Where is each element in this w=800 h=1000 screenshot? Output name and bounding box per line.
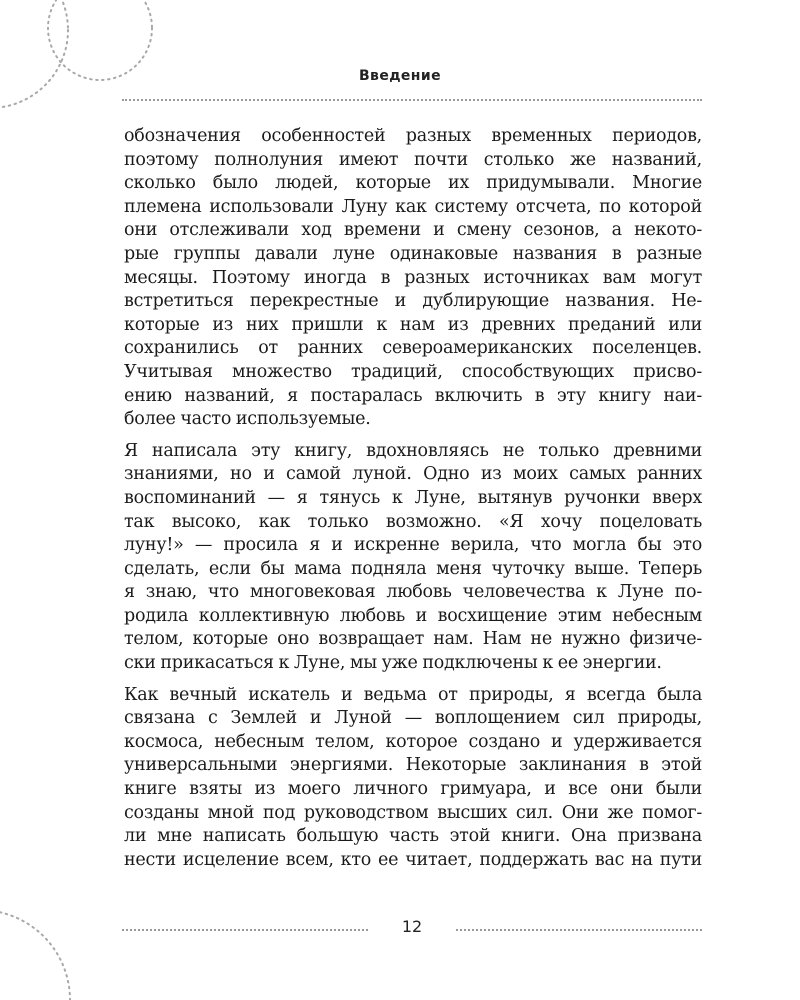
text-line: месяцы. Поэтому иногда в разных источниках вам могут bbox=[124, 267, 702, 288]
text-line: нести исцеление всем, кто ее читает, поддержать вас на пути bbox=[124, 849, 702, 870]
running-head-title: Введение bbox=[358, 68, 441, 84]
bottom-left-dotted-circle bbox=[0, 910, 70, 1000]
text-line: луну!» — просила я и искренне верила, что могла бы это bbox=[124, 535, 702, 556]
text-line: ски прикасаться к Луне, мы уже подключены к ее энергии. bbox=[124, 653, 662, 674]
footer-dotted-rule-right bbox=[456, 929, 702, 931]
text-line: воспоминаний — я тянусь к Луне, вытянув ручонки вверх bbox=[124, 487, 702, 508]
footer-dotted-rule-left bbox=[122, 929, 368, 931]
text-line: встретиться перекрестные и дублирующие названия. Не- bbox=[124, 291, 702, 312]
text-line: знаниями, но и самой луной. Одно из моих самых ранних bbox=[124, 464, 702, 485]
text-line: сделать, если бы мама подняла меня чуточку выше. Теперь bbox=[124, 558, 702, 579]
text-line: ли мне написать большую часть этой книги. Она призвана bbox=[124, 826, 702, 847]
paragraph-3 bbox=[124, 684, 702, 873]
text-line: родила коллективную любовь и восхищение этим небесным bbox=[124, 605, 702, 626]
text-line: универсальными энергиями. Некоторые заклинания в этой bbox=[124, 755, 702, 776]
text-line: телом, которые оно возвращает нам. Нам не нужно физиче- bbox=[124, 629, 702, 650]
text-line: поэтому полнолуния имеют почти столько же названий, bbox=[124, 149, 702, 170]
page-number: 12 bbox=[401, 917, 423, 936]
text-line: космоса, небесным телом, которое создано и удерживается bbox=[124, 731, 702, 752]
text-line: книге взяты из моего личного гримуара, и все они были bbox=[124, 779, 702, 800]
text-line: рые группы давали луне одинаковые названия в разные bbox=[124, 243, 702, 264]
text-line: Как вечный искатель и ведьма от природы, я всегда была bbox=[124, 684, 702, 705]
text-line: так высоко, как только возможно. «Я хочу поцеловать bbox=[124, 511, 702, 532]
text-line: ению названий, я постаралась включить в эту книгу наи- bbox=[124, 385, 702, 406]
paragraph-2 bbox=[124, 440, 702, 676]
paragraph-1 bbox=[124, 125, 702, 432]
text-line: я знаю, что многовековая любовь человечества к Луне по- bbox=[124, 582, 702, 603]
text-line: созданы мной под руководством высших сил. Они же помог- bbox=[124, 802, 702, 823]
text-line: сколько было людей, которые их придумывали. Многие bbox=[124, 173, 702, 194]
text-line: обозначения особенностей разных временных периодов, bbox=[124, 126, 702, 146]
text-line: более часто используемые. bbox=[124, 409, 371, 430]
text-line: Учитывая множество традиций, способствующих присво- bbox=[124, 361, 702, 382]
body-text bbox=[124, 125, 702, 880]
text-line: которые из них пришли к нам из древних преданий или bbox=[124, 314, 702, 335]
text-line: они отслеживали ход времени и смену сезонов, а некото- bbox=[124, 220, 702, 241]
header-dotted-rule bbox=[122, 99, 702, 101]
text-line: Я написала эту книгу, вдохновляясь не только древними bbox=[124, 440, 702, 461]
text-line: племена использовали Луну как систему отсчета, по которой bbox=[124, 196, 702, 217]
text-line: сохранились от ранних североамериканских поселенцев. bbox=[124, 338, 702, 359]
top-left-dotted-circle-large bbox=[0, 0, 68, 108]
text-line: связана с Землей и Луной — воплощением сил природы, bbox=[124, 708, 702, 729]
